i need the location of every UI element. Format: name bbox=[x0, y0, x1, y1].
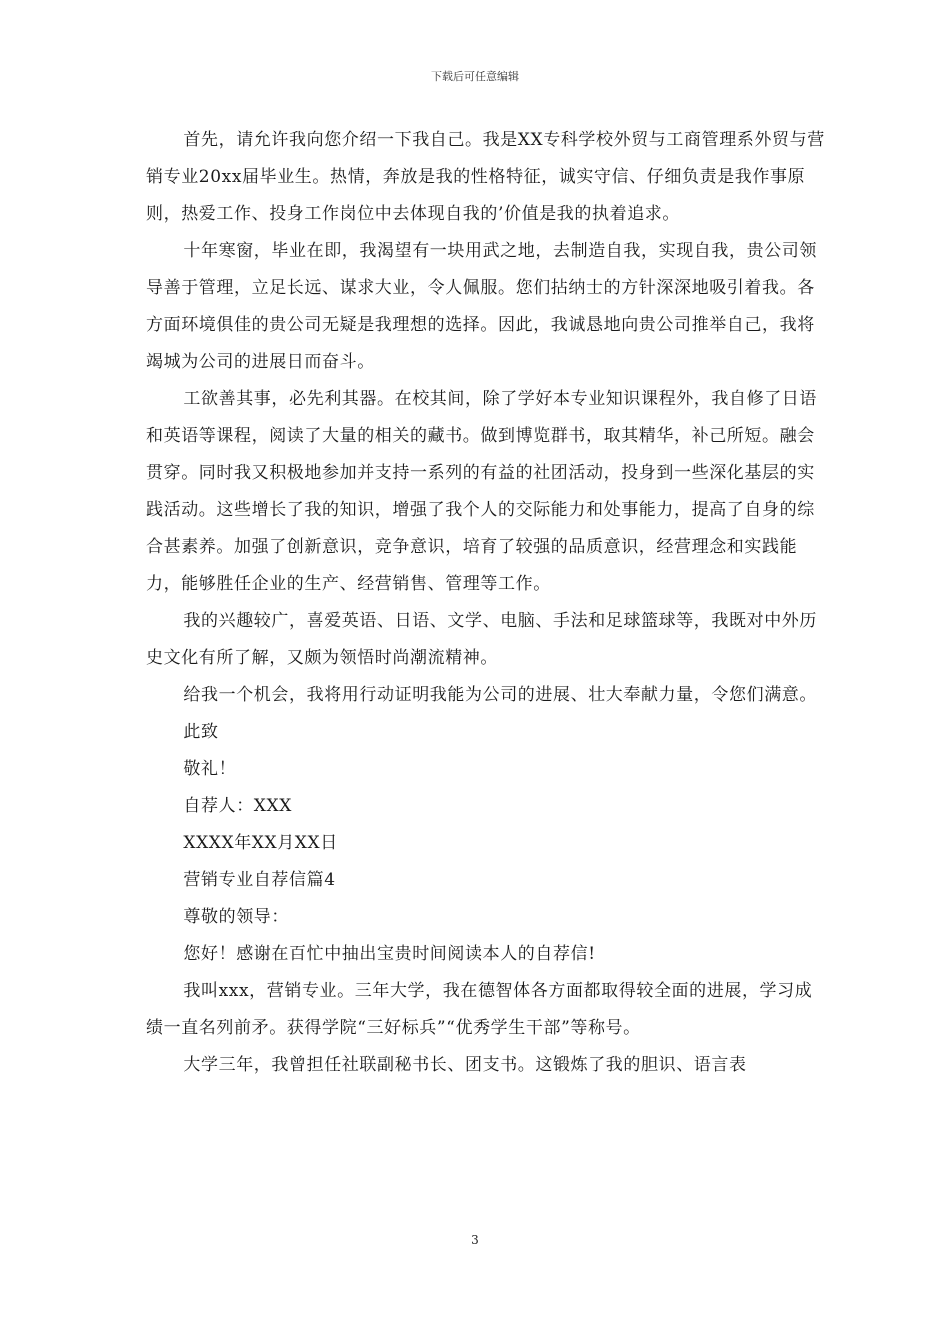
paragraph-request: 给我一个机会，我将用行动证明我能为公司的进展、壮大奉献力量，令您们满意。 bbox=[183, 685, 817, 705]
paragraph-activities: 大学三年，我曾担任社联副秘书长、团支书。这锻炼了我的胆识、语言表 bbox=[183, 1055, 747, 1075]
closing-regards: 敬礼！ bbox=[183, 759, 237, 779]
page-header: 下载后可任意编辑 bbox=[431, 70, 519, 83]
date-line: XXXX年XX月XX日 bbox=[183, 833, 338, 853]
thanks-line: 您好！感谢在百忙中抽出宝贵时间阅读本人的自荐信! bbox=[183, 944, 596, 964]
closing-salutation: 此致 bbox=[183, 722, 219, 742]
paragraph-intro: 首先，请允许我向您介绍一下我自己。我是XX专科学校外贸与工商管理系外贸与营销专业20xx届毕业生。热情，奔放是我的性格特征，诚实守信、仔细负责是我作事原则，热爱工作、投身工作岗位中去体现自我的’价值是我的执着追求。 bbox=[146, 130, 825, 224]
paragraph-self-intro: 我叫xxx，营销专业。三年大学，我在德智体各方面都取得较全面的进展，学习成绩一直名列前矛。获得学院“三好标兵”“优秀学生干部”等称号。 bbox=[146, 981, 813, 1038]
letter-body bbox=[146, 122, 826, 1084]
section-title: 营销专业自荐信篇4 bbox=[183, 870, 336, 890]
paragraph-motivation: 十年寒窗，毕业在即，我渴望有一块用武之地，去制造自我，实现自我，贵公司领导善于管理，立足长远、谋求大业，令人佩服。您们拈纳士的方针深深地吸引着我。各方面环境俱佳的贵公司无疑是我理想的选择。因此，我诚恳地向贵公司推举自己，我将竭城为公司的进展日而奋斗。 bbox=[146, 241, 817, 372]
page-number: 3 bbox=[471, 1233, 479, 1247]
greeting-line: 尊敬的领导： bbox=[183, 907, 289, 927]
paragraph-education: 工欲善其事，必先利其器。在校其间，除了学好本专业知识课程外，我自修了日语和英语等课程，阅读了大量的相关的藏书。做到博览群书，取其精华，补己所短。融会贯穿。同时我又积极地参加并支持一系列的有益的社团活动，投身到一些深化基层的实践活动。这些增长了我的知识，增强了我个人的交际能力和处事能力，提高了自身的综合甚素养。加强了创新意识，竞争意识，培育了较强的品质意识，经营理念和实践能力，能够胜任企业的生产、经营销售、管理等工作。 bbox=[146, 389, 817, 594]
signature-line: 自荐人：XXX bbox=[183, 796, 292, 816]
paragraph-interests: 我的兴趣较广，喜爱英语、日语、文学、电脑、手法和足球篮球等，我既对中外历史文化有所了解，又颇为领悟时尚潮流精神。 bbox=[146, 611, 817, 668]
